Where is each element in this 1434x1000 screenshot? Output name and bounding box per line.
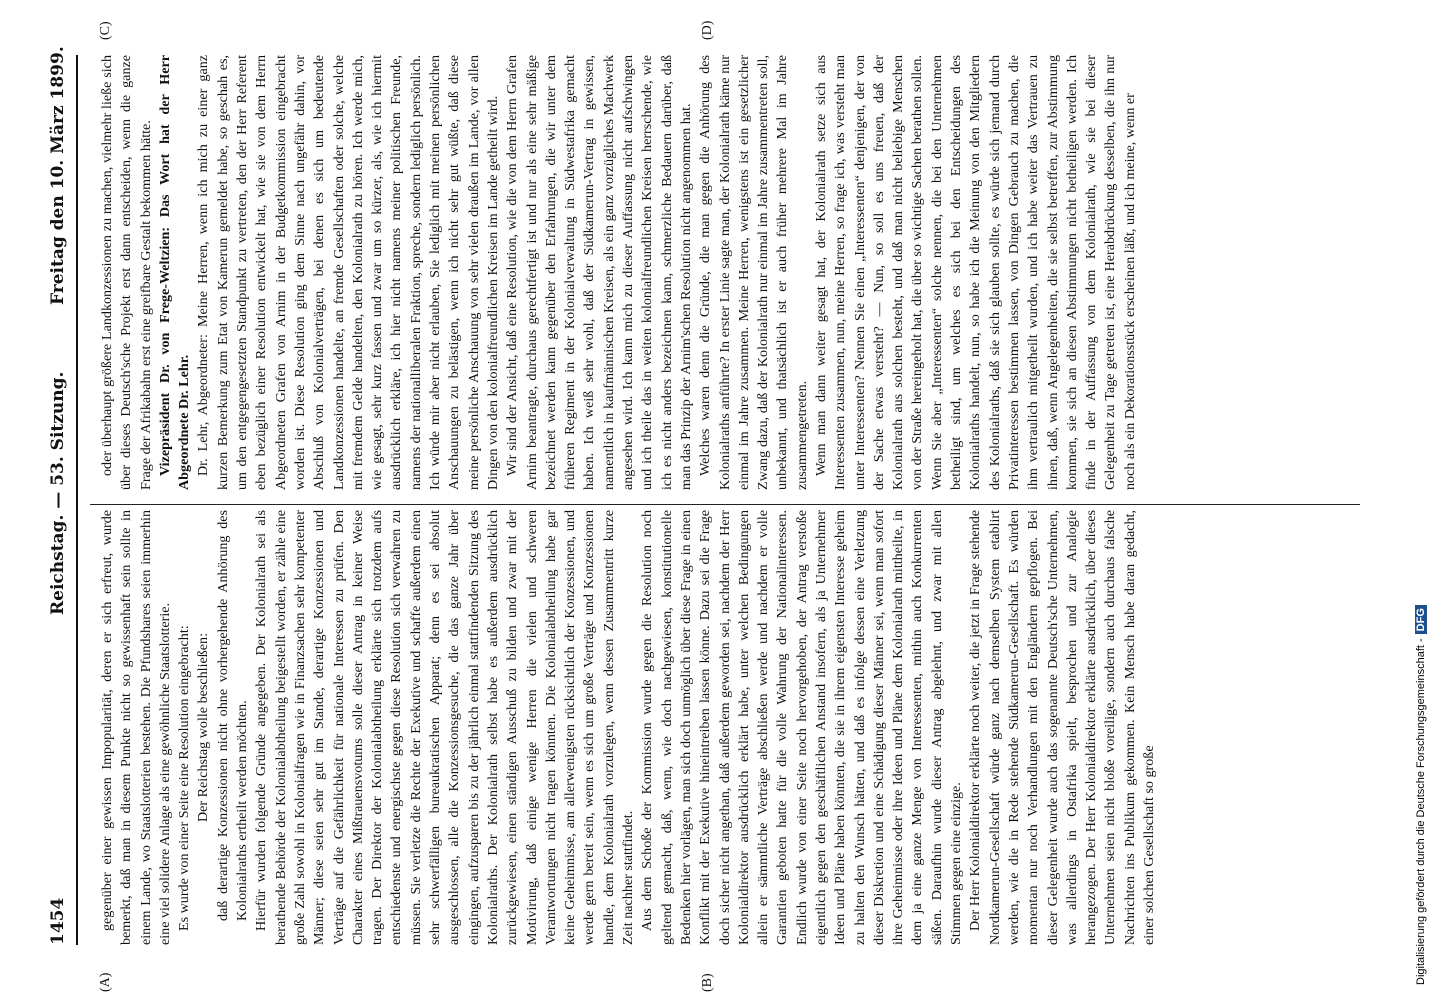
session-title: Reichstag. — 53. Sitzung.	[48, 371, 68, 615]
dfg-logo: DFG	[1415, 605, 1427, 634]
credit-text: Digitalisierung gefördert durch die Deutsche Forschungsgemeinschaft -	[1415, 638, 1427, 985]
paragraph: gegenüber einer gewissen Impopularität, deren er sich erfreut, wurde bemerkt, daß man in diesem Punkte nicht so gewissenhaft sein sollte in einem Lande, wo Staatslotterien bestehen. Die Pfundshares seien immerhin eine viel solidere Anlage als eine gewöhnliche Staatslotterie.	[99, 510, 173, 945]
digitization-credit	[1415, 5, 1427, 985]
paragraph: Hierfür wurden folgende Gründe angegeben. Der Kolonialrath sei als berathende Behörde der Kolonialabtheilung beigestellt worden, er zähle eine große Zahl sowohl in Kolonialfragen wie in Finanzsachen sehr kompetenter Männer; diese seien sehr gut im Stande, derartige Konzessionen und Verträge auf die Gefährlichkeit für nationale Interessen zu prüfen. Den Charakter eines Mißtrauensvotums solle dieser Antrag in keiner Weise tragen. Der Direktor der Kolonialabtheilung erklärte sich trotzdem aufs entschiedenste und energischste gegen diese Resolution sich verwahren zu müssen. Sie verletze die Rechte der Exekutive und schaffe außerdem einen sehr schwerfälligen bureaukratischen Apparat; denn es sei absolut ausgeschlossen, alle die Konzessionsgesuche, die das ganze Jahr über eingingen, aufzusparen bis zu der jährlich einmal stattfindenden Sitzung des Kolonialraths. Der Kolonialrath selbst habe es außerdem ausdrücklich zurückgewiesen, einen ständigen Ausschuß zu bilden und zwar mit der Motivirung, daß einige wenige Herren die vielen und schweren Verantwortungen nicht tragen könnten. Die Kolonialabtheilung habe gar keine Geheimnisse, am allerwenigsten rücksichtlich der Konzessionen, und werde gern bereit sein, wenn es sich um große Verträge und Konzessionen handle, dem Kolonialrath vorzulegen, wenn dessen Zusammentritt kurze Zeit nachher stattfindet.	[253, 510, 637, 945]
column-divider	[90, 504, 1360, 505]
paragraph: Aus dem Schoße der Kommission wurde gegen die Resolution noch geltend gemacht, daß, wenn, wie doch nachgewiesen, konstitutionelle Bedenken hier vorlägen, man sich doch unmöglich über diese Frage in einen Konflikt mit der Exekutive hineintreiben lassen könne. Dazu sei die Frage doch sicher nicht angethan, daß außerdem geworden sei, nachdem der Herr Kolonialdirektor ausdrücklich erklärt habe, unter welchen Bedingungen allein er sämmtliche Verträge abschließen werde und nachdem er volle Garantien geboten hatte für die volle Wahrung der Nationalinteressen. Endlich wurde von einer Seite noch hervorgehoben, der Antrag verstoße eigentlich gegen den geschäftlichen Anstand insofern, als ja Unternehmer Ideen und Pläne haben könnten, die sie in ihrem eigensten Interesse geheim zu halten den Wunsch hätten, und daß es infolge dessen eine Verletzung dieser Diskretion und eine Schädigung dieser Männer sei, wenn man sofort ihre Geheimnisse oder ihre Ideen und Pläne dem Kolonialrath mittheilte, in dem ja eine ganze Menge von Interessenten, mithin auch Konkurrenten säßen. Daraufhin wurde dieser Antrag abgelehnt, und zwar mit allen Stimmen gegen eine einzige.	[639, 510, 965, 945]
session-date: Freitag den 10. März 1899.	[48, 46, 68, 305]
margin-marker-c: (C)	[98, 21, 113, 40]
paragraph: Welches waren denn die Gründe, die man gegen die Anhörung des Kolonialraths anführte? In erster Linie sagte man, der Kolonialrath käme nur einmal im Jahre zusammen. Meine Herren, wenigstens ist ein gesetzlicher Zwang dazu, daß der Kolonialrath nur einmal im Jahre zusammentreten soll, unbekannt, und thatsächlich ist er auch früher mehrere Mal im Jahre zusammengetreten.	[697, 55, 810, 490]
paragraph: Der Herr Kolonialdirektor erklärte noch weiter, die jetzt in Frage stehende Nordkamerun-Gesellschaft würde ganz nach demselben System etablirt werden, wie die in Rede stehende Südkamerun-Gesellschaft. Es würden momentan nur noch Verhandlungen mit den Engländern gepflogen. Bei dieser Gelegenheit wurde auch das sogenannte Deutsch'sche Unternehmen, was allerdings in Ostafrika spielt, besprochen und zur Analogie herangezogen. Der Herr Kolonialdirektor erklärte ausdrücklich, über dieses Unternehmen seien nicht bloße voreilige, sondern auch durchaus falsche Nachrichten ins Publikum gekommen. Kein Mensch habe daran gedacht, einer solchen Gesellschaft so große	[967, 510, 1158, 945]
paragraph: oder überhaupt größere Landkonzessionen zu machen, vielmehr ließe sich über dieses Deutsch'sche Projekt erst dann entscheiden, wenn die ganze Frage der Afrikabahn erst eine greifbare Gestalt bekommen hätte.	[99, 55, 154, 490]
paragraph: Wir sind der Ansicht, daß eine Resolution, wie die von dem Herrn Grafen Arnim beantragte, durchaus gerechtfertigt ist und nur als eine sehr mäßige bezeichnet werden kann gegenüber den Erfahrungen, die wir unter dem früheren Regiment in der Kolonialverwaltung in Südwestafrika gemacht haben. Ich weiß sehr wohl, daß der Südkamerun-Vertrag in gewissen, namentlich in kaufmännischen Kreisen, als ein ganz vorzügliches Machwerk angesehen wird. Ich kann mich zu dieser Auffassung nicht aufschwingen und ich theile das in weiten kolonialfreundlichen Kreisen herrschende, wie ich es nicht anders bezeichnen kann, schmerzliche Bedauern darüber, daß man das Prinzip der Arnim'schen Resolution nicht angenommen hat.	[504, 55, 694, 490]
paragraph-resolution-text: daß derartige Konzessionen nicht ohne vorhergehende Anhörung des Kolonialraths ertheilt werden möchten.	[214, 510, 251, 921]
page-number: 1454	[48, 897, 68, 945]
paragraph-speaker: Vizepräsident Dr. von Frege-Weltzien: Das Wort hat der Herr Abgeordnete Dr. Lehr.	[156, 55, 193, 490]
paragraph: Es wurde von einer Seite eine Resolution eingebracht:	[176, 625, 193, 931]
paragraph: Dr. Lehr, Abgeordneter: Meine Herren, wenn ich mich zu einer ganz kurzen Bemerkung zum Etat von Kamerun gemeldet habe, so geschah es, um den entgegengesetzten Standpunkt zu vertreten, den der Herr Referent eben bezüglich einer Resolution entwickelt hat, wie sie von dem Herrn Abgeordneten Grafen von Arnim in der Budgetkommission eingebracht worden ist. Diese Resolution ging dem Sinne nach ungefähr dahin, vor Abschluß von Kolonialverträgen, bei denen es sich um bedeutende Landkonzessionen handelte, an fremde Gesellschaften oder solche, welche mit fremdem Gelde handelten, den Kolonialrath zu hören. Ich werde mich, wie gesagt, sehr kurz fassen und zwar um so kürzer, als, wie ich hiermit ausdrücklich erkläre, ich hier nicht namens meiner politischen Freunde, namens der nationalliberalen Fraktion, spreche, sondern lediglich persönlich. Ich würde mir aber nicht erlauben, Sie lediglich mit meinen persönlichen Anschauungen zu belästigen, wenn ich nicht sehr gut wüßte, daß diese meine persönliche Anschauung von sehr vielen draußen im Lande, vor allen Dingen von den kolonialfreundlichen Kreisen im Lande getheilt wird.	[195, 55, 501, 490]
margin-marker-a: (A)	[98, 972, 113, 992]
page-header	[40, 46, 80, 945]
header-rule	[76, 55, 78, 945]
margin-marker-d: (D)	[700, 20, 715, 40]
right-text-column	[98, 55, 1358, 490]
left-text-column	[98, 510, 1358, 945]
margin-marker-b: (B)	[700, 973, 715, 992]
paragraph: Wenn man dann weiter gesagt hat, der Kolonialrath setze sich aus Interessenten zusammen, nun, meine Herren, so frage ich, was versteht man unter Interessenten? Nennen Sie einen „Interessenten“ denjenigen, der von der Sache etwas versteht? — Nun, so soll es uns freuen, daß der Kolonialrath aus solchen besteht, und daß man nicht beliebige Menschen von der Straße hereingeholt hat, die über so wichtige Sachen berathen sollen. Wenn Sie aber „Interessenten“ solche nennen, die bei den Unternehmen betheiligt sind, um welches es sich bei den Entscheidungen des Kolonialraths handelt, nun, so habe ich die Meinung von den Mitgliedern des Kolonialraths, daß sie sich glauben sollte, es würde sich jemand durch Privatinteressen bestimmen lassen, von Dingen Gebrauch zu machen, die ihm vertraulich mitgetheilt wurden, und ich habe weiter das Vertrauen zu ihnen, daß, wenn Angelegenheiten, die sie selbst betreffen, zur Abstimmung kommen, sie sich an diesen Abstimmungen nicht betheiligen werden. Ich finde in der Auffassung von dem Kolonialrath, wie sie bei dieser Gelegenheit zu Tage getreten ist, eine Herabdrückung desselben, die ihn nur noch als ein Dekorationsstück erscheinen läßt, und ich meine, wenn er	[812, 55, 1138, 490]
paragraph-motion: Der Reichstag wolle beschließen:	[195, 632, 212, 823]
